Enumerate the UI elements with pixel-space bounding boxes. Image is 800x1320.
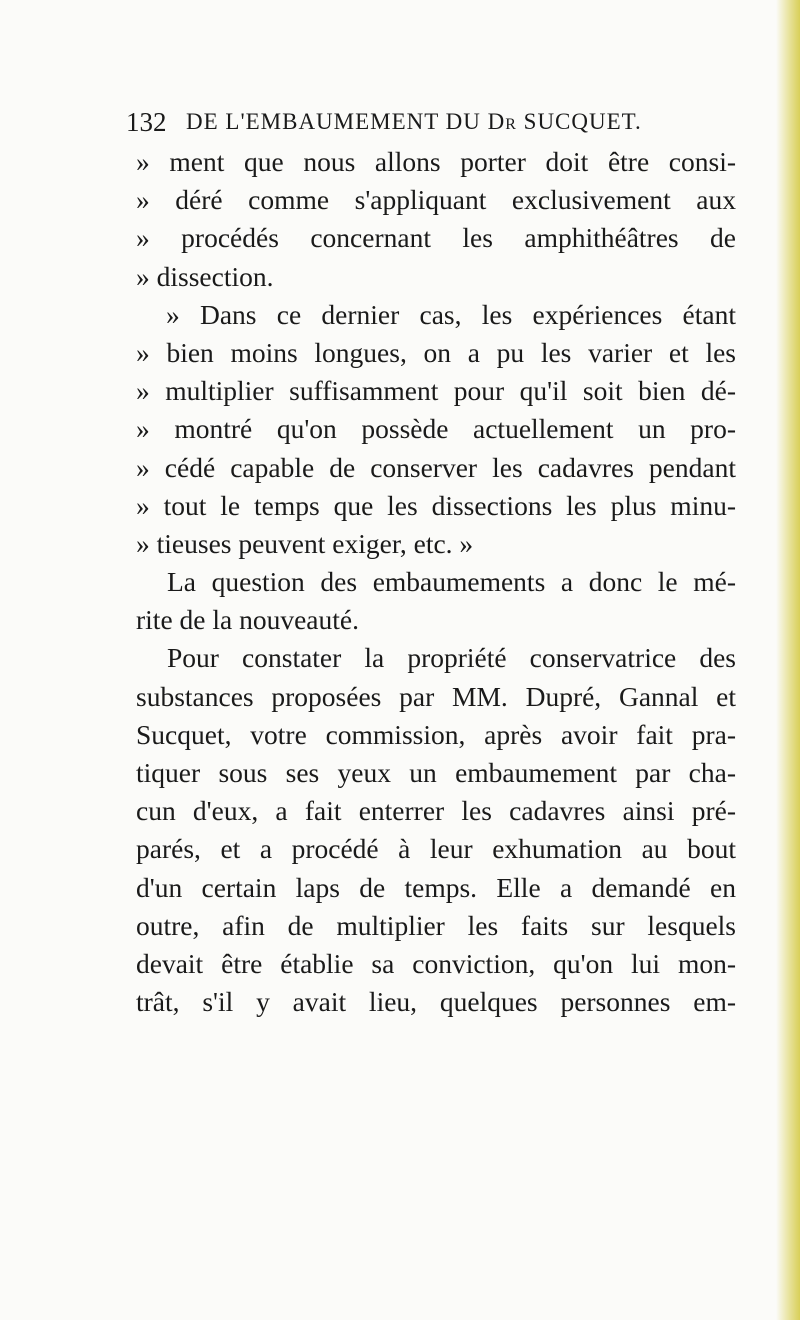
text-line: parés, et a procédé à leur exhumation au bout	[136, 833, 736, 865]
text-line: substances proposées par MM. Dupré, Gannal et	[136, 680, 736, 712]
text-line: » tieuses peuvent exiger, etc. »	[136, 527, 474, 559]
text-line: tiquer sous ses yeux un embaumement par cha-	[136, 757, 736, 788]
text-line: outre, afin de multiplier les faits sur lesquels	[136, 909, 736, 941]
text-line: » multiplier suffisamment pour qu'il soit bien dé-	[136, 375, 736, 407]
text-line: devait être établie sa conviction, qu'on lui mon-	[136, 947, 736, 979]
text-line: rite de la nouveauté.	[136, 604, 359, 636]
text-line: » Dans ce dernier cas, les expériences étant	[166, 298, 736, 330]
page-number: 132	[126, 107, 167, 137]
text-line: » ment que nous allons porter doit être consi-	[136, 146, 736, 177]
running-header	[126, 107, 686, 139]
text-line: » montré qu'on possède actuellement un pro-	[136, 413, 736, 445]
text-line: trât, s'il y avait lieu, quelques personnes em-	[136, 986, 736, 1018]
body-text	[136, 143, 736, 1021]
text-line: » procédés concernant les amphithéâtres de	[136, 222, 736, 254]
text-line: » dissection.	[136, 260, 274, 292]
text-line: cun d'eux, a fait enterrer les cadavres ainsi pré-	[136, 795, 736, 827]
text-line: La question des embaumements a donc le mé-	[167, 566, 736, 598]
text-line: Sucquet, votre commission, après avoir fait pra-	[136, 718, 736, 750]
text-line: Pour constater la propriété conservatrice des	[167, 642, 736, 674]
text-line: » cédé capable de conserver les cadavres pendant	[136, 451, 736, 483]
text-line: d'un certain laps de temps. Elle a demandé en	[136, 871, 736, 903]
text-line: » tout le temps que les dissections les plus minu-	[136, 489, 736, 521]
running-title: DE L'EMBAUMEMENT DU Dr SUCQUET.	[186, 109, 642, 134]
text-line: » déré comme s'appliquant exclusivement aux	[136, 184, 736, 216]
page-edge-shadow	[776, 0, 800, 1320]
text-line: » bien moins longues, on a pu les varier et les	[136, 336, 736, 368]
